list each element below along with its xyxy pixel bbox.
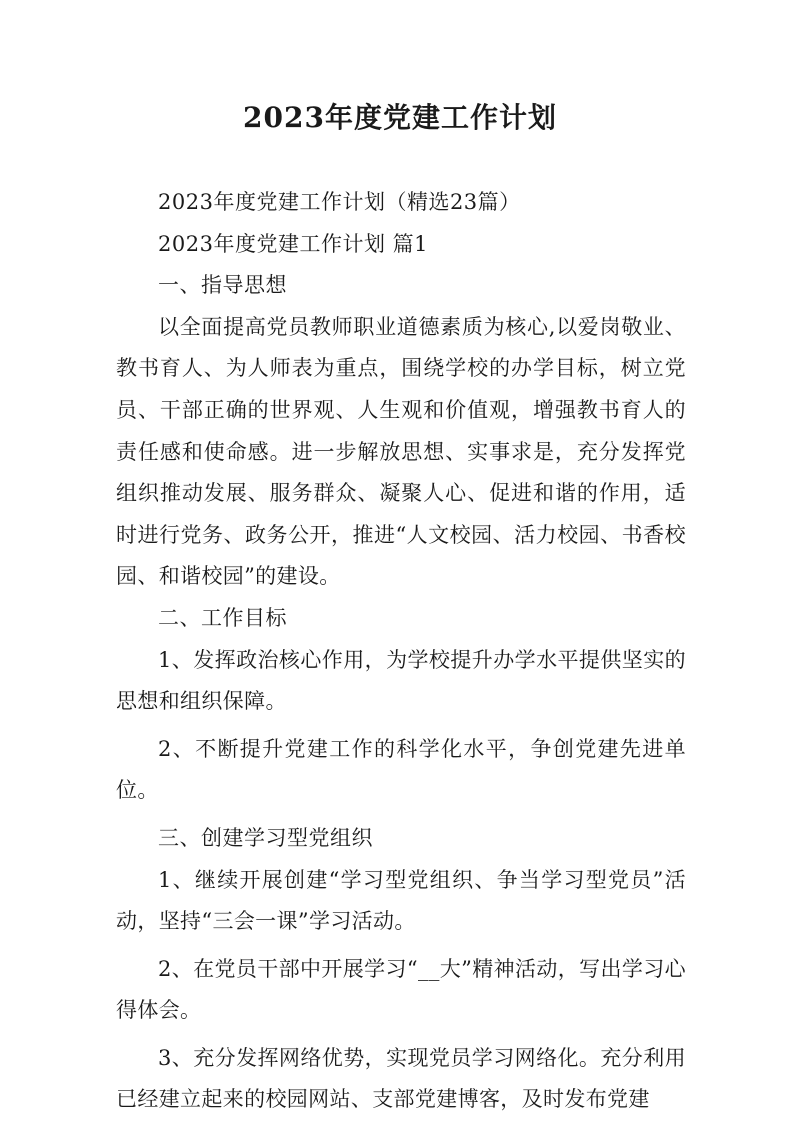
section-heading-paragraph: 2023年度党建工作计划 篇1 — [158, 231, 428, 256]
subtitle-paragraph: 2023年度党建工作计划（精选23篇） — [158, 190, 521, 214]
paragraph-goal-2: 2、不断提升党建工作的科学化水平，争创党建先进单位。 — [116, 736, 686, 803]
heading-guiding-ideology: 一、指导思想 — [158, 273, 287, 298]
paragraph-learning-1: 1、继续开展创建“学习型党组织、争当学习型党员”活动，坚持“三会一课”学习活动。 — [116, 867, 686, 934]
heading-work-goals: 二、工作目标 — [158, 605, 287, 630]
document-title: 2023年度党建工作计划 — [243, 101, 557, 134]
paragraph-guiding-ideology: 以全面提高党员教师职业道德素质为核心,以爱岗敬业、教书育人、为人师表为重点，围绕学校的办学目标，树立党员、干部正确的世界观、人生观和价值观，增强教书育人的责任感和使命感。进一步解放思想、实事求是，充分发挥党组织推动发展、服务群众、凝聚人心、促进和谐的作用，适时进行党务、政务公开，推进“人文校园、活力校园、书香校园、和谐校园”的建设。 — [116, 314, 686, 589]
paragraph-goal-1: 1、发挥政治核心作用，为学校提升办学水平提供坚实的思想和组织保障。 — [116, 647, 686, 714]
heading-learning-organization: 三、创建学习型党组织 — [158, 825, 373, 850]
paragraph-learning-2: 2、在党员干部中开展学习“__大”精神活动，写出学习心得体会。 — [116, 956, 686, 1023]
document-body — [116, 182, 686, 1121]
paragraph-learning-3: 3、充分发挥网络优势，实现党员学习网络化。充分利用已经建立起来的校园网站、支部党建博客，及时发布党建 — [116, 1045, 686, 1112]
